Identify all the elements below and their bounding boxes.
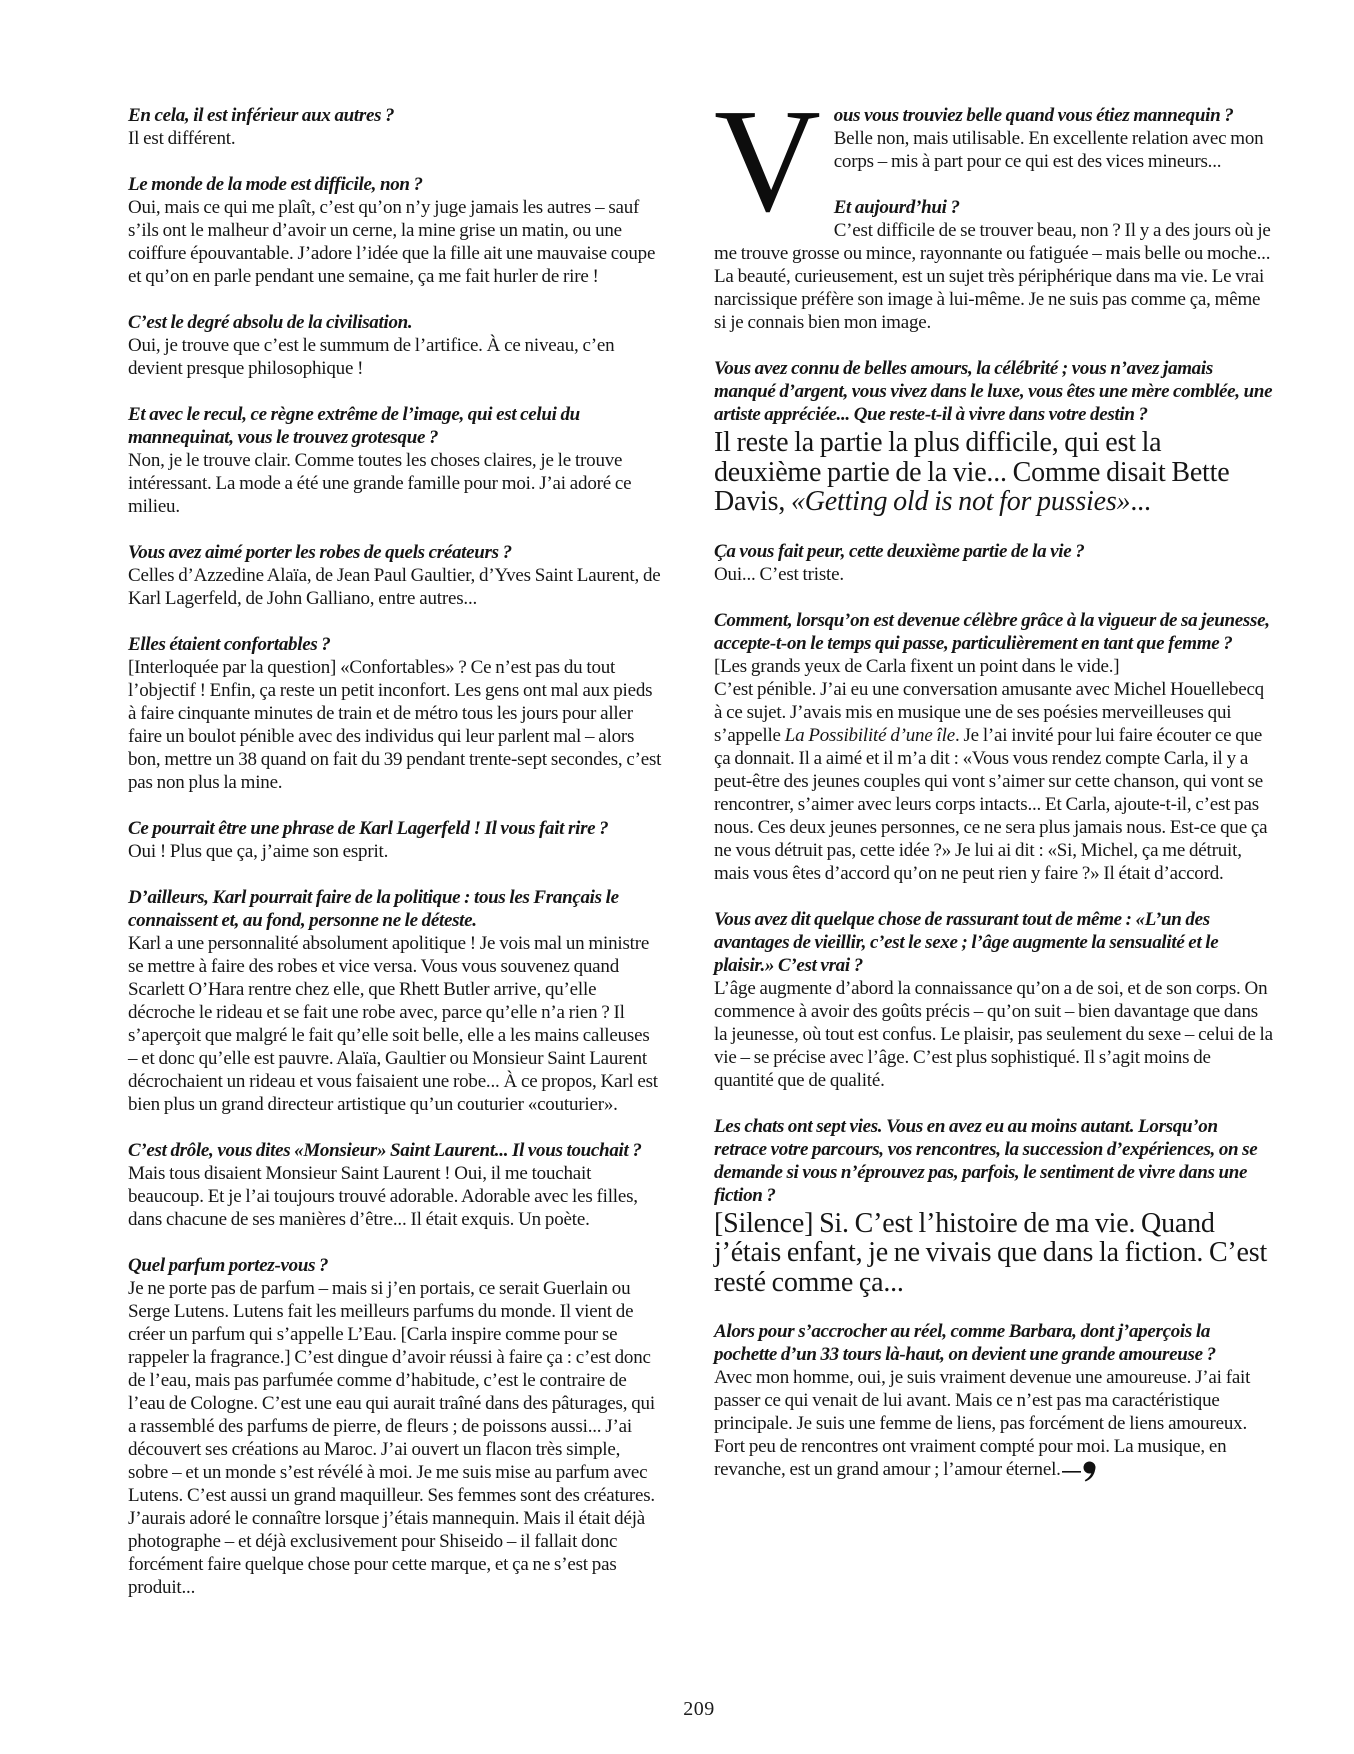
interview-answer: L’âge augmente d’abord la connaissance qu’on a de soi, et de son corps. On commence à avoir des goûts précis – qu’on suit – bien davantage que dans la jeunesse, où tout est confus. Le plaisir, pas seulement du sexe – celui de la vie – se précise avec l’âge. C’est plus sophistiqué. Il s’agit moins de quantité que de qualité.	[714, 977, 1273, 1091]
interview-question: ous vous trouviez belle quand vous étiez mannequin ?	[833, 105, 1234, 126]
interview-question: Ce pourrait être une phrase de Karl Lagerfeld ! Il vous fait rire ?	[128, 818, 609, 839]
interview-question: Vous avez connu de belles amours, la célébrité ; vous n’avez jamais manqué d’argent, vous vivez dans le luxe, vous êtes une mère comblée, une artiste appréciée... Que reste-t-il à vivre dans votre destin ?	[714, 358, 1273, 425]
qa-block	[128, 311, 662, 380]
qa-block	[128, 886, 662, 1116]
interview-question: Et avec le recul, ce règne extrême de l’image, qui est celui du mannequinat, vous le trouvez grotesque ?	[128, 404, 580, 448]
interview-answer: Oui, mais ce qui me plaît, c’est qu’on n’y juge jamais les autres – sauf s’ils ont le malheur d’avoir un cerne, la mine grise un matin, ou une coiffure épouvantable. J’adore l’idée que la fille ait une mauvaise coupe et qu’on en parle pendant une semaine, ça me fait hurler de rire !	[128, 197, 656, 287]
text-columns	[128, 79, 1274, 1622]
interview-answer: Il est différent.	[128, 128, 236, 149]
interview-answer: Oui, je trouve que c’est le summum de l’artifice. À ce niveau, c’en devient presque philosophique !	[128, 335, 615, 379]
interview-answer: C’est difficile de se trouver beau, non ? Il y a des jours où je me trouve grosse ou mince, rayonnante ou fatiguée – mais belle ou moche... La beauté, curieusement, est un sujet très périphérique dans ma vie. Le vrai narcissique préfère son image à lui-même. Je ne suis pas comme ça, même si je connais bien mon image.	[714, 220, 1271, 333]
qa-block	[128, 403, 662, 518]
interview-answer: Karl a une personnalité absolument apolitique ! Je vois mal un ministre se mettre à faire des robes et vice versa. Vous vous souvenez quand Scarlett O’Hara rentre chez elle, que Rhett Butler arrive, qu’elle décroche le rideau et se fait une robe avec, parce qu’elle n’a rien ? Il s’aperçoit que malgré le fait qu’elle soit belle, elle a les mains calleuses – et donc qu’elle est pauvre. Alaïa, Gaultier ou Monsieur Saint Laurent décrochaient un rideau et vous faisaient une robe... À ce propos, Karl est bien plus un grand directeur artistique qu’un couturier «couturier».	[128, 933, 658, 1115]
interview-answer: Oui ! Plus que ça, j’aime son esprit.	[128, 841, 389, 862]
pull-quote-italic-citation: «Getting old is not for pussies»	[790, 486, 1131, 517]
interview-question: Ça vous fait peur, cette deuxième partie de la vie ?	[714, 540, 1085, 562]
qa-block	[714, 1115, 1274, 1298]
drop-cap-letter: V	[714, 79, 821, 243]
stage-direction: [Les grands yeux de Carla fixent un point dans le vide.]	[714, 655, 1120, 677]
interview-question: Vous avez aimé porter les robes de quels créateurs ?	[128, 542, 512, 563]
interview-answer: Oui... C’est triste.	[714, 563, 844, 585]
answer-text: . Je l’ai invité pour lui faire écouter ce que ça donnait. Il a aimé et il m’a dit : «Vous vous rendez compte Carla, il y a peut-être des jeunes couples qui vont s’aimer sur cette chanson, qui vont se rencontrer, s’aimer avec leurs corps intacts... Et Carla, ajoute-t-il, c’est pas nous. Ces deux jeunes personnes, ce ne sera plus jamais nous. Est-ce que ça ne vous détruit pas, cette idée ?» Je lui ai dit : «Si, Michel, ça me détruit, mais vous êtes d’accord qu’on ne peut rien y faire ?» Il était d’accord.	[714, 724, 1268, 884]
qa-block	[128, 633, 662, 794]
qa-block	[128, 173, 662, 288]
interview-question: Alors pour s’accrocher au réel, comme Barbara, dont j’aperçois la pochette d’un 33 tours là-haut, on devient une grande amoureuse ?	[714, 1321, 1216, 1365]
interview-question: Comment, lorsqu’on est devenue célèbre grâce à la vigueur de sa jeunesse, accepte-t-on le temps qui passe, particulièrement en tant que femme ?	[714, 609, 1270, 654]
qa-block	[128, 104, 662, 150]
pull-quote-answer	[714, 428, 1274, 517]
right-column	[714, 79, 1274, 1622]
interview-answer: Je ne porte pas de parfum – mais si j’en portais, ce serait Guerlain ou Serge Lutens. Lutens fait les meilleurs parfums du monde. Il vient de créer un parfum qui s’appelle L’Eau. [Carla inspire comme pour se rappeler la fragrance.] C’est dingue d’avoir réussi à faire ça : c’est donc de l’eau, mais pas parfumée comme d’habitude, c’est le contraire de l’eau de Cologne. C’est une eau qui aurait traîné dans des pâturages, qui a rassemblé des parfums de pierre, de fleurs ; de poissons aussi... J’ai découvert ses créations au Maroc. J’ai ouvert un flacon très simple, sobre – et un monde s’est révélé à moi. Je me suis mise au parfum avec Lutens. C’est aussi un grand maquilleur. Ses femmes sont des créatures. J’aurais adoré le connaître lorsque j’étais mannequin. Mais il était déjà photographe – et déjà exclusivement pour Shiseido – il fallait donc forcément faire quelque chose pour cette marque, et ça ne s’est pas produit...	[128, 1278, 655, 1598]
page-number: 209	[683, 1698, 715, 1720]
work-title-italic: La Possibilité d’une île	[784, 724, 955, 746]
qa-block	[128, 541, 662, 610]
interview-question: D’ailleurs, Karl pourrait faire de la politique : tous les Français le connaissent et, au fond, personne ne le déteste.	[128, 887, 619, 931]
interview-question: Les chats ont sept vies. Vous en avez eu au moins autant. Lorsqu’on retrace votre parcours, vos rencontres, la succession d’expériences, on se demande si vous n’éprouvez pas, parfois, le sentiment de vivre dans une fiction ?	[714, 1115, 1258, 1206]
interview-question: C’est drôle, vous dites «Monsieur» Saint Laurent... Il vous touchait ?	[128, 1140, 642, 1161]
interview-question: C’est le degré absolu de la civilisation.	[128, 312, 413, 333]
interview-question: En cela, il est inférieur aux autres ?	[128, 105, 395, 126]
article-end-comma-icon	[1061, 1459, 1098, 1480]
qa-block	[128, 1139, 662, 1231]
interview-question: Elles étaient confortables ?	[128, 634, 331, 655]
pull-quote-answer: [Silence] Si. C’est l’histoire de ma vie. Quand j’étais enfant, je ne vivais que dans la fiction. C’est resté comme ça...	[714, 1207, 1268, 1298]
qa-block	[128, 817, 662, 863]
pull-quote-text: Il reste la partie la plus difficile, qui est la deuxième partie de la vie... Comme disait Bette Davis,	[714, 427, 1230, 517]
qa-block	[714, 609, 1274, 885]
interview-answer: Non, je le trouve clair. Comme toutes les choses claires, je le trouve intéressant. La mode a été une grande famille pour moi. J’ai adoré ce milieu.	[128, 450, 632, 517]
interview-answer: Celles d’Azzedine Alaïa, de Jean Paul Gaultier, d’Yves Saint Laurent, de Karl Lagerfeld, de John Galliano, entre autres...	[128, 565, 661, 609]
interview-question: Vous avez dit quelque chose de rassurant tout de même : «L’un des avantages de vieillir, c’est le sexe ; l’âge augmente la sensualité et le plaisir.» C’est vrai ?	[714, 908, 1219, 976]
interview-answer	[714, 655, 1274, 885]
interview-answer: Mais tous disaient Monsieur Saint Laurent ! Oui, il me touchait beaucoup. Et je l’ai toujours trouvé adorable. Adorable avec les filles, dans chacune de ses manières d’être... Il était exquis. Un poète.	[128, 1163, 638, 1230]
interview-answer: Belle non, mais utilisable. En excellente relation avec mon corps – mis à part pour ce qui est des vices mineurs...	[833, 128, 1264, 172]
qa-block	[128, 1254, 662, 1599]
qa-block	[714, 1320, 1274, 1482]
interview-question: Et aujourd’hui ?	[833, 197, 960, 218]
interview-question: Le monde de la mode est difficile, non ?	[128, 174, 423, 195]
qa-block	[714, 357, 1274, 517]
interview-answer	[714, 1366, 1274, 1482]
interview-answer: [Interloquée par la question] «Confortables» ? Ce n’est pas du tout l’objectif ! Enfin, ça reste un petit inconfort. Les gens ont mal aux pieds à faire cinquante minutes de train et de métro tous les jours pour aller faire un boulot pénible avec des individus qui leur parlent mal – alors bon, mettre un 38 quand on fait du 39 pendant trente-sept secondes, c’est pas non plus la mine.	[128, 657, 662, 793]
answer-text: Avec mon homme, oui, je suis vraiment devenue une amoureuse. J’ai fait passer ce qui venait de lui avant. Mais ce n’est pas ma caractéristique principale. Je suis une femme de liens, pas forcément de liens amoureux. Fort peu de rencontres ont vraiment compté pour moi. La musique, en revanche, est un grand amour ; l’amour éternel.	[714, 1367, 1251, 1480]
left-column	[128, 104, 662, 1622]
interview-question: Quel parfum portez-vous ?	[128, 1255, 329, 1276]
pull-quote-ellipsis: ...	[1130, 486, 1151, 517]
qa-block	[714, 908, 1274, 1092]
qa-block	[714, 540, 1274, 586]
answer-text: C’est pénible. J’ai eu une conversation amusante avec Michel Houellebecq à ce sujet. J’avais mis en musique une de ses poésies merveilleuses qui s’appelle	[714, 678, 1264, 746]
